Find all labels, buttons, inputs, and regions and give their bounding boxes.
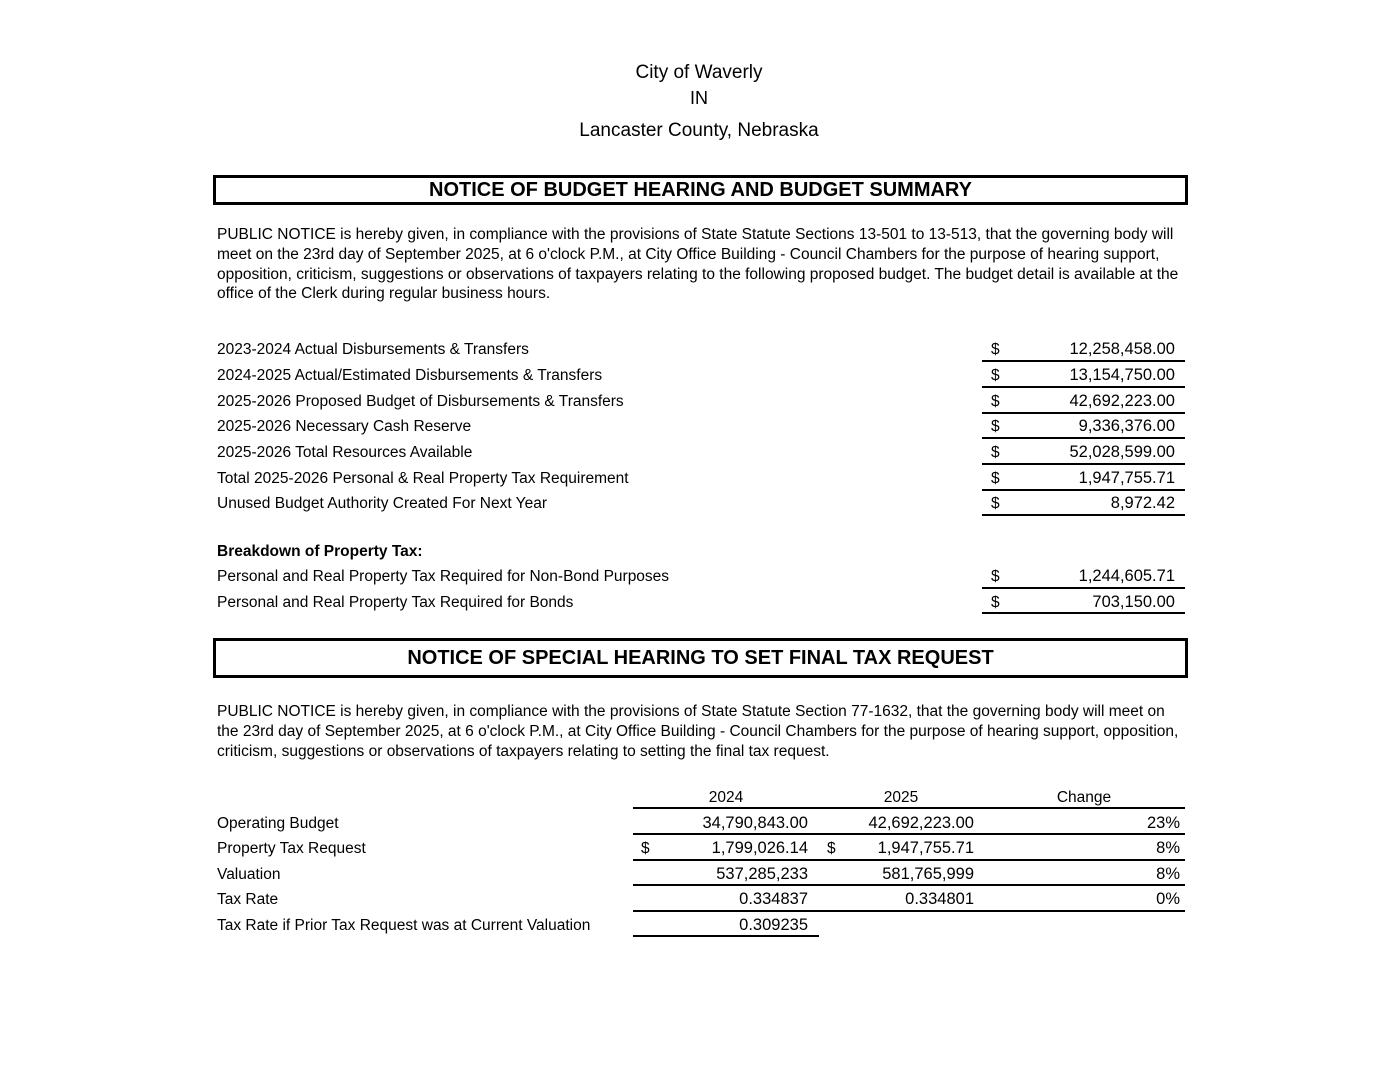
state-abbr: IN	[690, 88, 708, 108]
value-2025: 0.334801	[905, 890, 974, 908]
value-2024: 1,799,026.14	[711, 839, 808, 857]
budget-row-label: 2025-2026 Necessary Cash Reserve	[217, 418, 472, 435]
underline	[633, 859, 1185, 861]
underline	[982, 612, 1185, 614]
budget-notice-title: NOTICE OF BUDGET HEARING AND BUDGET SUMMARY	[213, 175, 1188, 205]
underline	[982, 386, 1185, 388]
underline	[982, 463, 1185, 465]
breakdown-row-label: Personal and Real Property Tax Required for Non-Bond Purposes	[217, 568, 670, 585]
tax-row-label: Tax Rate if Prior Tax Request was at Current Valuation	[217, 917, 591, 934]
column-header-change: Change	[1056, 789, 1112, 806]
tax-row-label: Tax Rate	[217, 891, 279, 908]
underline	[982, 489, 1185, 491]
underline	[633, 884, 1185, 886]
budget-row-amount: 13,154,750.00	[1069, 366, 1175, 384]
budget-row-amount: 12,258,458.00	[1069, 340, 1175, 358]
dollar-sign: $	[991, 367, 1000, 384]
budget-row-label: 2025-2026 Proposed Budget of Disbursements & Transfers	[217, 393, 624, 410]
county-name: Lancaster County, Nebraska	[579, 120, 819, 141]
breakdown-row-label: Personal and Real Property Tax Required for Bonds	[217, 594, 574, 611]
underline	[982, 437, 1185, 439]
value-2024: 0.309235	[739, 916, 808, 934]
dollar-sign: $	[991, 470, 1000, 487]
value-2024: 34,790,843.00	[702, 814, 808, 832]
budget-row-label: Total 2025-2026 Personal & Real Property Tax Requirement	[217, 470, 629, 487]
budget-row-label: 2023-2024 Actual Disbursements & Transfers	[217, 341, 529, 358]
dollar-sign: $	[991, 594, 1000, 611]
dollar-sign: $	[991, 393, 1000, 410]
dollar-sign: $	[827, 840, 836, 857]
tax-notice-title: NOTICE OF SPECIAL HEARING TO SET FINAL TAX REQUEST	[213, 638, 1188, 678]
breakdown-heading: Breakdown of Property Tax:	[217, 543, 423, 560]
underline	[982, 360, 1185, 362]
value-2025: 42,692,223.00	[868, 814, 974, 832]
dollar-sign: $	[641, 840, 650, 857]
budget-row-amount: 1,947,755.71	[1078, 469, 1175, 487]
dollar-sign: $	[991, 341, 1000, 358]
value-change: 8%	[1156, 839, 1180, 857]
breakdown-row-amount: 1,244,605.71	[1078, 567, 1175, 585]
budget-row-label: 2025-2026 Total Resources Available	[217, 444, 473, 461]
underline	[633, 910, 1185, 912]
budget-row-label: 2024-2025 Actual/Estimated Disbursements & Transfers	[217, 367, 603, 384]
budget-row-amount: 8,972.42	[1110, 494, 1175, 512]
value-2025: 1,947,755.71	[877, 839, 974, 857]
value-change: 0%	[1156, 890, 1180, 908]
budget-row-amount: 42,692,223.00	[1069, 392, 1175, 410]
underline	[982, 587, 1185, 589]
column-header-2024: 2024	[708, 789, 744, 806]
underline	[982, 412, 1185, 414]
budget-row-amount: 9,336,376.00	[1078, 417, 1175, 435]
underline	[982, 514, 1185, 516]
city-name: City of Waverly	[635, 62, 763, 83]
budget-notice-paragraph: PUBLIC NOTICE is hereby given, in compliance with the provisions of State Statute Sections 13-501 to 13-513, that the governing body will meet on the 23rd day of September 2025, at 6 o'clock P.M., at City Office Building - Council Chambers for the purpose of hearing support, opposition, criticism, suggestions or observations of taxpayers relating to the following proposed budget. The budget detail is available at the office of the Clerk during regular business hours.	[217, 226, 1179, 303]
column-header-2025: 2025	[883, 789, 919, 806]
breakdown-row-amount: 703,150.00	[1092, 593, 1175, 611]
budget-row-amount: 52,028,599.00	[1069, 443, 1175, 461]
dollar-sign: $	[991, 418, 1000, 435]
dollar-sign: $	[991, 568, 1000, 585]
dollar-sign: $	[991, 444, 1000, 461]
value-change: 8%	[1156, 865, 1180, 883]
dollar-sign: $	[991, 495, 1000, 512]
underline	[633, 833, 1185, 835]
value-2024: 0.334837	[739, 890, 808, 908]
tax-row-label: Property Tax Request	[217, 840, 366, 857]
value-2025: 581,765,999	[882, 865, 974, 883]
tax-row-label: Operating Budget	[217, 815, 339, 832]
underline	[633, 935, 819, 937]
header-underline	[633, 807, 1185, 809]
tax-notice-paragraph: PUBLIC NOTICE is hereby given, in compliance with the provisions of State Statute Section 77-1632, that the governing body will meet on the 23rd day of September 2025, at 6 o'clock P.M., at City Office Building - Council Chambers for the purpose of hearing support, opposition, criticism, suggestions or observations of taxpayers relating to setting the final tax request.	[217, 703, 1179, 760]
tax-row-label: Valuation	[217, 866, 281, 883]
value-2024: 537,285,233	[716, 865, 808, 883]
budget-row-label: Unused Budget Authority Created For Next Year	[217, 495, 548, 512]
value-change: 23%	[1146, 814, 1180, 832]
